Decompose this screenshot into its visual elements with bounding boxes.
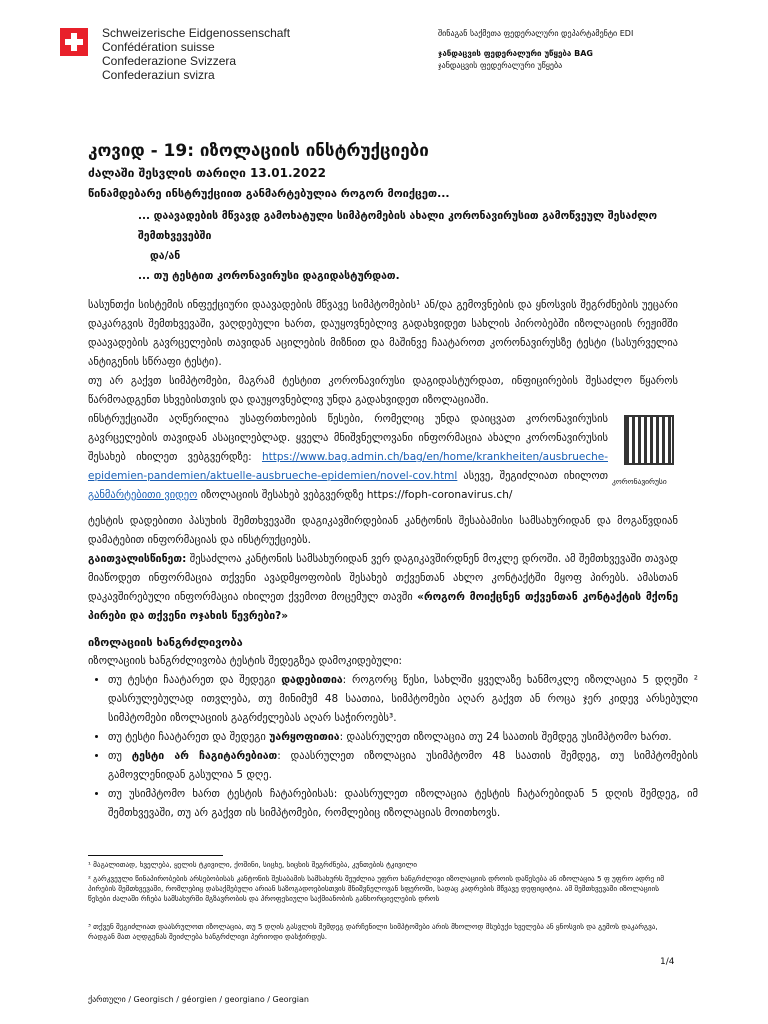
confederation-it: Confederazione Svizzera bbox=[102, 54, 237, 68]
department-name: შინაგან საქმეთა ფედერალური დეპარტამენტი EDI bbox=[438, 29, 634, 38]
instructions-text-website: იზოლაციის შესახებ ვებგვერდზე https://foph-coronavirus.ch/ bbox=[200, 489, 513, 501]
paragraph-no-symptoms: თუ არ გაქვთ სიმპტომები, მაგრამ ტესტით კორონავირუსი დაგიდასტურდათ, ინფიცირების შესაძლო წყაროს წარმოადგენთ სხვებისთვის და დაუყოვნებლივ უნდა გადახვიდეთ იზოლაციაში. bbox=[88, 375, 678, 406]
office-name-bold: ჯანდაცვის ფედერალური უწყება BAG bbox=[438, 49, 593, 58]
footnote-3: ³ თქვენ შეგიძლიათ დაასრულოთ იზოლაცია, თუ 5 დღის გასვლის შემდეგ დარჩენილი სიმპტომები არის მხოლოდ მსუბუქი ხველება ან ყნოსვის და გემოს დაკარგვა, რადგან მათ აღდგენას შეიძლება ხანგრძლივი პერიოდი დასჭირდეს. bbox=[88, 922, 658, 941]
bag-website-link[interactable]: https://www.bag.admin.ch/bag/en/home/krankheiten/ausbrueche-epidemien-pandemien/aktuelle-ausbrueche-epidemien/novel-cov.html bbox=[88, 451, 608, 482]
footnote-divider bbox=[88, 855, 223, 856]
instructions-text: ინსტრუქციაში აღწერილია უსაფრთხოების წესები, რომელიც უნდა დაიცვათ კორონავირუსის გავრცელების თავიდან ასაცილებლად. ყველა მნიშვნელოვანი ინფორმაცია ახალი კორონავირუსის შესახებ იხილეთ ვებგვერდზე: bbox=[88, 413, 608, 463]
qr-code-label: კორონავირუსი bbox=[612, 477, 667, 486]
list-item: • თუ ტესტი ჩაატარეთ და შედეგი დადებითია: როგორც წესი, სახლში ყველაზე ხანმოკლე იზოლაცია 5 დღეში ² დასრულებულად ითვლება, თუ მინიმუმ 48 საათია, სიმპტომები აღარ გაქვთ ან როცა ჯერ კიდევ არსებული სიმპტომები იზოლაციის გაგრძელებას აღარ საჭიროებს³. bbox=[108, 671, 698, 728]
paragraph-positive-result: ტესტის დადებითი პასუხის შემთხვევაში დაგიკავშირდებიან კანტონის შესაბამისი სამსახურიდან და მოგაწვდიან დამატებით ინფორმაციას და ინსტრუქციებს. bbox=[88, 515, 678, 546]
confederation-rm: Confederaziun svizra bbox=[102, 68, 215, 82]
duration-list bbox=[90, 671, 698, 823]
section-title-duration: იზოლაციის ხანგრძლივობა bbox=[88, 636, 243, 649]
paragraph-note bbox=[88, 550, 678, 626]
swiss-flag-logo bbox=[60, 28, 88, 56]
confederation-fr: Confédération suisse bbox=[102, 40, 215, 54]
intro-line: წინამდებარე ინსტრუქციით განმარტებულია როგორ მოიქცეთ... bbox=[88, 187, 450, 200]
language-footer: ქართული / Georgisch / géorgien / georgiano / Georgian bbox=[88, 995, 309, 1004]
confederation-names bbox=[102, 26, 290, 82]
note-quote: «როგორ მოიქცნენ თქვენთან კონტაქტის მქონე პირები და თქვენი ოჯახის წევრები?» bbox=[88, 591, 679, 622]
department-block bbox=[438, 28, 633, 72]
explanatory-video-link[interactable]: განმარტებითი ვიდეო bbox=[88, 489, 198, 501]
confederation-de: Schweizerische Eidgenossenschaft bbox=[102, 26, 291, 40]
list-item: • თუ უსიმპტომო ხართ ტესტის ჩატარებისას: დაასრულეთ იზოლაცია ტესტის ჩატარებიდან 5 დღის შემდეგ, იმ შემთხვევაში, თუ არ გაქვთ ის სიმპტომები, რომლებიც იზოლაციას მოითხოვს. bbox=[108, 785, 698, 823]
case-or: და/ან bbox=[150, 250, 181, 262]
instructions-text-also: ასევე, შეგიძლიათ იხილოთ bbox=[463, 470, 608, 482]
list-item: • თუ ტესტი ჩაატარეთ და შედეგი უარყოფითია: დაასრულეთ იზოლაცია თუ 24 საათის შემდეგ უსიმპტომო ხართ. bbox=[108, 728, 698, 747]
case-two: ... თუ ტესტით კორონავირუსი დაგიდასტურდათ. bbox=[138, 270, 400, 282]
case-one: ... დაავადების მწვავდ გამოხატული სიმპტომების ახალი კორონავირუსით გამოწვეულ შესაძლო შემთხვევებში bbox=[138, 210, 658, 242]
page-number: 1/4 bbox=[660, 957, 675, 967]
footnote-2: ² გარკვეული წინაპირობების არსებობისას კანტონის შესაბამის სამსახურს შეუძლია უფრო ხანგრძლივი იზოლაციის დროის დაწესება ან იზოლაცია 5 ფ უფრო ადრე იმ პირების შემთხვევაში, რომლებიც დასაქმებული არიან საზოგადოებისთვის მნიშვნელოვან სფეროში, სადაც კადრების მწვავე დეფიციტია. ამ შემთხვევაში იზოლაციის წესები ძალაში რჩება სამსახურში მგზავრობის და პროფესიული საქმიანობის განხორციელების დროს bbox=[88, 874, 665, 903]
qr-code-icon[interactable] bbox=[624, 415, 674, 465]
note-label: გაითვალისწინეთ: bbox=[88, 553, 187, 565]
footnote-1: ¹ მაგალითად, ხველება, ყელის ტკივილი, ქოშინი, სიცხე, სიცხის შეგრძნება, კუნთების ტკივილი bbox=[88, 860, 417, 869]
office-name: ჯანდაცვის ფედერალური უწყება bbox=[438, 61, 563, 70]
paragraph-symptoms: სასუნთქი სისტემის ინფექციური დაავადების მწვავე სიმპტომების¹ ან/და გემოვნების და ყნოსვის შეგრძნების უეცარი დაკარგვის შემთხვევაში, ვაღდებული ხართ, დაუყოვნებლივ გადახვიდეთ სახლის პირობებში იზოლაციის რეჟიმში დაავადების გავრცელების თავიდან აცილების მიზნით და მაშინვე ჩაატაროთ კორონავირუსზე ტესტი (სასურველია ანტიგენის სწრაფი ტესტი). bbox=[88, 299, 678, 368]
note-text: შესაძლოა კანტონის სამსახურიდან ვერ დაგიკავშირდნენ მოკლე დროში. ამ შემთხვევაში თავად მიაწოდეთ ინფორმაცია თქვენი ავადმყოფობის შესახებ თქვენთან ახლო კონტაქტში მყოფ პირებს. ამასთან დაკავშირებული ინფორმაცია იხილეთ ქვემოთ მოცემულ თავში bbox=[88, 553, 678, 603]
page-title: კოვიდ - 19: იზოლაციის ინსტრუქციები bbox=[88, 141, 429, 161]
list-item: • თუ ტესტი არ ჩაგიტარებიათ: დაასრულეთ იზოლაცია უსიმპტომო 48 საათის შემდეგ, თუ სიმპტომების გამოვლენიდან გასულია 5 დღე. bbox=[108, 747, 698, 785]
effective-date: ძალაში შესვლის თარიღი 13.01.2022 bbox=[88, 166, 326, 180]
section-intro: იზოლაციის ხანგრძლივობა ტესტის შედეგზეა დამოკიდებული: bbox=[88, 655, 403, 667]
paragraph-instructions bbox=[88, 410, 608, 505]
